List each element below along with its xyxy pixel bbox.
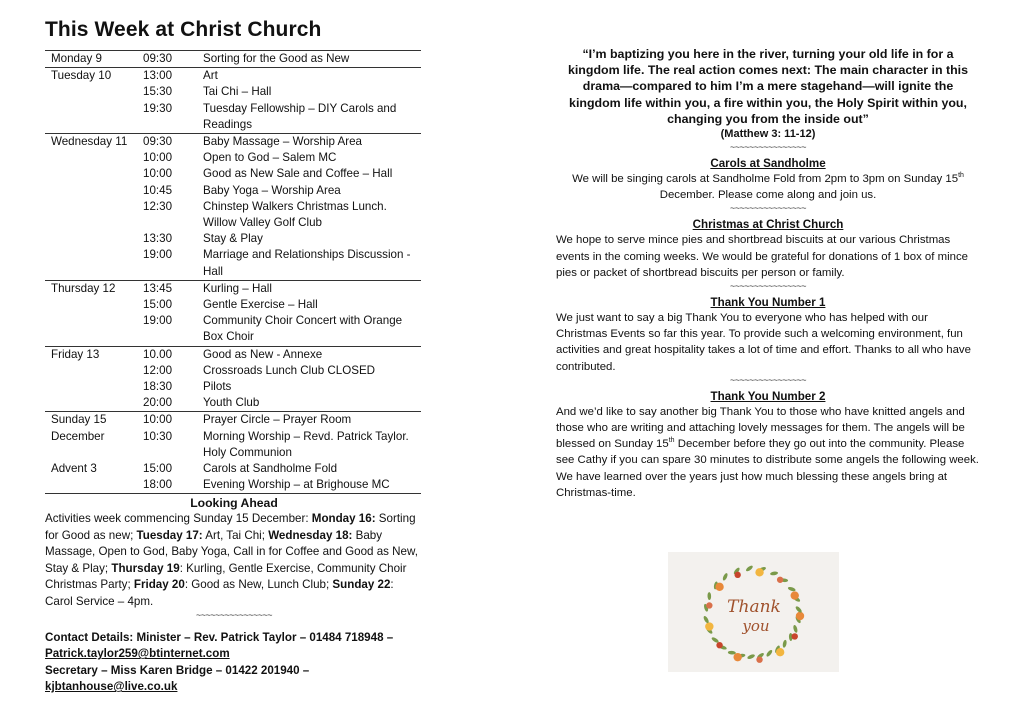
- schedule-event: Good as New - Annexe: [203, 346, 421, 363]
- schedule-table: [45, 50, 421, 494]
- schedule-row: [45, 363, 421, 379]
- schedule-event: Open to God – Salem MC: [203, 151, 337, 165]
- ahead-text: Art, Tai Chi;: [202, 528, 269, 542]
- schedule-event: Sorting for the Good as New: [203, 51, 421, 68]
- schedule-event: Youth Club: [203, 396, 260, 410]
- looking-ahead-text: [45, 511, 423, 609]
- wreath-flower: [734, 572, 740, 578]
- ahead-label: Sunday 22: [332, 578, 391, 592]
- schedule-day: [45, 297, 143, 313]
- thanks2-text: And we’d like to say another big Thank You to those who have knitted angels and those who are writing and attaching lovely messages for them. The angels will be blessed on Sunday 15: [556, 405, 965, 451]
- ahead-text: : Carol Service – 4pm.: [45, 578, 394, 608]
- schedule-day: [45, 101, 143, 134]
- schedule-day: [45, 395, 143, 412]
- card-text-thank: Thank: [727, 597, 781, 617]
- ahead-text: Sorting for Good as new;: [45, 512, 416, 542]
- contact-minister: Contact Details: Minister – Rev. Patrick Taylor – 01484 718948 –: [45, 630, 394, 644]
- schedule-day: [45, 84, 143, 100]
- ahead-label: Friday 20: [133, 578, 185, 592]
- thanks2-text-end: December before they go out into the community. Please see Cathy if you can spare 30 minutes to distribute some angels the following week. We have learned over the years just how much blessing these angels bring at Christmas-time.: [556, 438, 979, 499]
- schedule-time: 10:00: [143, 151, 173, 165]
- schedule-event: Good as New Sale and Coffee – Hall: [203, 167, 393, 181]
- ahead-label: Thursday 19: [111, 561, 180, 575]
- schedule-event: Baby Yoga – Worship Area: [203, 183, 341, 197]
- wreath-flower: [776, 648, 784, 656]
- schedule-row: [45, 247, 421, 280]
- schedule-event: Prayer Circle – Prayer Room: [203, 412, 421, 429]
- schedule-day: [45, 199, 143, 231]
- divider: ~~~~~~~~~~~~~~~~: [729, 142, 807, 153]
- schedule-time: 12:00: [143, 363, 173, 377]
- schedule-time: 12:30: [143, 199, 173, 213]
- schedule-row: [45, 199, 421, 231]
- carols-heading: Carols at Sandholme: [710, 157, 826, 171]
- ahead-label: Tuesday 17:: [136, 528, 203, 542]
- wreath-leaf: [770, 571, 778, 576]
- scripture-reference: (Matthew 3: 11-12): [720, 128, 816, 141]
- schedule-event: Gentle Exercise – Hall: [203, 298, 318, 312]
- wreath-leaf: [728, 651, 736, 655]
- card-text-you: you: [742, 617, 770, 635]
- carols-text-end: December. Please come along and join us.: [659, 189, 877, 202]
- schedule-time: 13:30: [143, 232, 173, 246]
- wreath-flower: [715, 583, 723, 591]
- schedule-row: [45, 231, 421, 247]
- carols-text: We will be singing carols at Sandholme Fold from 2pm to 3pm on Sunday 15: [572, 173, 959, 186]
- schedule-event: Tuesday Fellowship – DIY Carols and Readings: [203, 101, 397, 131]
- thanks2-heading: Thank You Number 2: [710, 389, 826, 403]
- schedule-event: Chinstep Walkers Christmas Lunch. Willow Valley Golf Club: [203, 199, 387, 230]
- schedule-row: [45, 395, 421, 412]
- schedule-row: [45, 429, 421, 461]
- schedule-row: [45, 379, 421, 395]
- thanks1-body: We just want to say a big Thank You to everyone who has helped with our Christmas Events so far this year. To provide such a welcoming environment, fun activities and great hospitality takes a lot of time and effort. Thanks to all who have contributed.: [556, 312, 971, 373]
- wreath-flower: [706, 602, 712, 608]
- schedule-day: [45, 313, 143, 346]
- schedule-time: 09:30: [143, 134, 203, 151]
- schedule-row: [45, 68, 421, 85]
- schedule-time: 10:45: [143, 183, 173, 197]
- schedule-time: 10:30: [143, 429, 173, 443]
- schedule-event: Art: [203, 68, 421, 85]
- schedule-row: [45, 51, 421, 68]
- wreath-flower: [792, 633, 798, 639]
- schedule-event: Pilots: [203, 380, 232, 394]
- right-column: [556, 46, 980, 501]
- schedule-time: 19:00: [143, 248, 173, 262]
- schedule-row: [45, 101, 421, 134]
- thanks2-body: [556, 404, 980, 501]
- schedule-time: 15:30: [143, 85, 173, 99]
- ahead-text: : Good as New, Lunch Club;: [184, 578, 333, 592]
- schedule-time: 10:00: [143, 167, 173, 181]
- wreath-leaf: [722, 572, 729, 581]
- wreath-flower: [756, 656, 762, 662]
- schedule-time: 10:00: [143, 412, 203, 429]
- schedule-row: [45, 461, 421, 477]
- left-column: [45, 18, 423, 696]
- wreath-flower: [777, 577, 783, 583]
- schedule-row: [45, 166, 421, 182]
- schedule-row: [45, 346, 421, 363]
- secretary-email-link[interactable]: kjbtanhouse@live.co.uk: [45, 680, 178, 694]
- schedule-day: [45, 477, 143, 494]
- thanks1-heading: Thank You Number 1: [710, 296, 826, 310]
- schedule-day: Friday 13: [45, 346, 143, 363]
- schedule-row: [45, 84, 421, 100]
- wreath-flower: [733, 653, 741, 661]
- wreath-leaf: [707, 592, 711, 600]
- ahead-text: : Kurling, Gentle Exercise, Community Choir Christmas Party;: [45, 561, 407, 592]
- schedule-time: 09:30: [143, 51, 203, 68]
- schedule-time: 19:00: [143, 314, 173, 328]
- schedule-day: [45, 247, 143, 280]
- schedule-day: December: [51, 429, 105, 443]
- schedule-day: [45, 231, 143, 247]
- wreath-flower: [755, 568, 763, 576]
- schedule-day: Wednesday 11: [45, 134, 143, 151]
- looking-ahead-heading: Looking Ahead: [190, 496, 278, 511]
- schedule-time: 18:00: [143, 478, 173, 492]
- divider: ~~~~~~~~~~~~~~~~: [195, 609, 273, 620]
- schedule-time: 18:30: [143, 380, 173, 394]
- contact-secretary: Secretary – Miss Karen Bridge – 01422 201940 –: [45, 663, 310, 677]
- schedule-row: [45, 134, 421, 151]
- schedule-event: Stay & Play: [203, 232, 263, 246]
- schedule-row: [45, 280, 421, 297]
- christmas-heading: Christmas at Christ Church: [692, 218, 844, 232]
- schedule-event: Carols at Sandholme Fold: [203, 462, 338, 476]
- schedule-day: [45, 379, 143, 395]
- ahead-label: Wednesday 18:: [268, 528, 353, 542]
- schedule-day: Tuesday 10: [45, 68, 143, 85]
- schedule-row: [45, 412, 421, 429]
- ordinal-suffix: th: [668, 437, 675, 445]
- scripture-quote: “I’m baptizing you here in the river, turning your old life in for a kingdom life. The real action comes next: The main character in this drama—compared to him I’m a mere stagehand—will ignite the kingdom life within you, a fire within you, the Holy Spirit within you, changing you from the inside out”: [567, 47, 969, 126]
- schedule-day: Monday 9: [45, 51, 143, 68]
- schedule-event: Marriage and Relationships Discussion - Hall: [203, 248, 411, 278]
- wreath-flower: [705, 622, 713, 630]
- minister-email-link[interactable]: Patrick.taylor259@btinternet.com: [45, 647, 230, 661]
- divider: ~~~~~~~~~~~~~~~~: [729, 374, 807, 385]
- contact-details: [45, 630, 423, 696]
- carols-body: [556, 171, 980, 203]
- schedule-day: Advent 3: [51, 462, 97, 476]
- wreath-leaf: [747, 653, 756, 659]
- schedule-event: Kurling – Hall: [203, 280, 421, 297]
- schedule-day: [45, 183, 143, 199]
- schedule-row: [45, 313, 421, 346]
- schedule-event: Baby Massage – Worship Area: [203, 134, 421, 151]
- schedule-time: 20:00: [143, 396, 173, 410]
- floral-wreath-icon: [668, 552, 839, 672]
- schedule-event: Tai Chi – Hall: [203, 85, 272, 99]
- schedule-row: [45, 150, 421, 166]
- schedule-event: Crossroads Lunch Club CLOSED: [203, 363, 376, 377]
- ahead-label: Monday 16:: [311, 512, 376, 526]
- schedule-day: Thursday 12: [45, 280, 143, 297]
- schedule-event: Community Choir Concert with Orange Box Choir: [203, 314, 403, 344]
- divider: ~~~~~~~~~~~~~~~~: [729, 203, 807, 214]
- schedule-time: 15:00: [143, 462, 173, 476]
- wreath-leaf: [787, 586, 796, 592]
- schedule-row: [45, 297, 421, 313]
- ordinal-suffix: th: [958, 172, 964, 180]
- wreath-leaf: [765, 649, 773, 657]
- wreath-leaf: [793, 624, 799, 633]
- christmas-body: We hope to serve mince pies and shortbread biscuits at our various Christmas events in the coming weeks. We would be grateful for donations of 1 box of mince pies or packet of shortbread biscuits per person or family.: [556, 234, 968, 279]
- wreath-flower: [796, 612, 804, 620]
- wreath-leaf: [782, 640, 787, 649]
- schedule-time: 19:30: [143, 101, 173, 115]
- schedule-day: Sunday 15: [45, 412, 143, 429]
- schedule-day: [45, 166, 143, 182]
- schedule-event: Morning Worship – Revd. Patrick Taylor. Holy Communion: [203, 429, 409, 459]
- thank-you-wreath-image: [668, 552, 839, 672]
- schedule-time: 13:00: [143, 68, 203, 85]
- schedule-row: [45, 477, 421, 494]
- schedule-day: [45, 363, 143, 379]
- page-title: This Week at Christ Church: [45, 18, 322, 41]
- ahead-text: Baby Massage, Open to God, Baby Yoga, Call in for Coffee and Good as New, Stay & Play;: [45, 528, 418, 575]
- divider: ~~~~~~~~~~~~~~~~: [729, 281, 807, 292]
- schedule-event: Evening Worship – at Brighouse MC: [203, 478, 390, 492]
- wreath-flower: [791, 591, 799, 599]
- schedule-time: 10.00: [143, 346, 203, 363]
- schedule-time: 13:45: [143, 280, 203, 297]
- wreath-flower: [716, 642, 722, 648]
- schedule-row: [45, 183, 421, 199]
- wreath-leaf: [745, 565, 754, 573]
- schedule-day: [45, 150, 143, 166]
- schedule-time: 15:00: [143, 298, 173, 312]
- looking-ahead-intro: Activities week commencing Sunday 15 December:: [45, 512, 312, 526]
